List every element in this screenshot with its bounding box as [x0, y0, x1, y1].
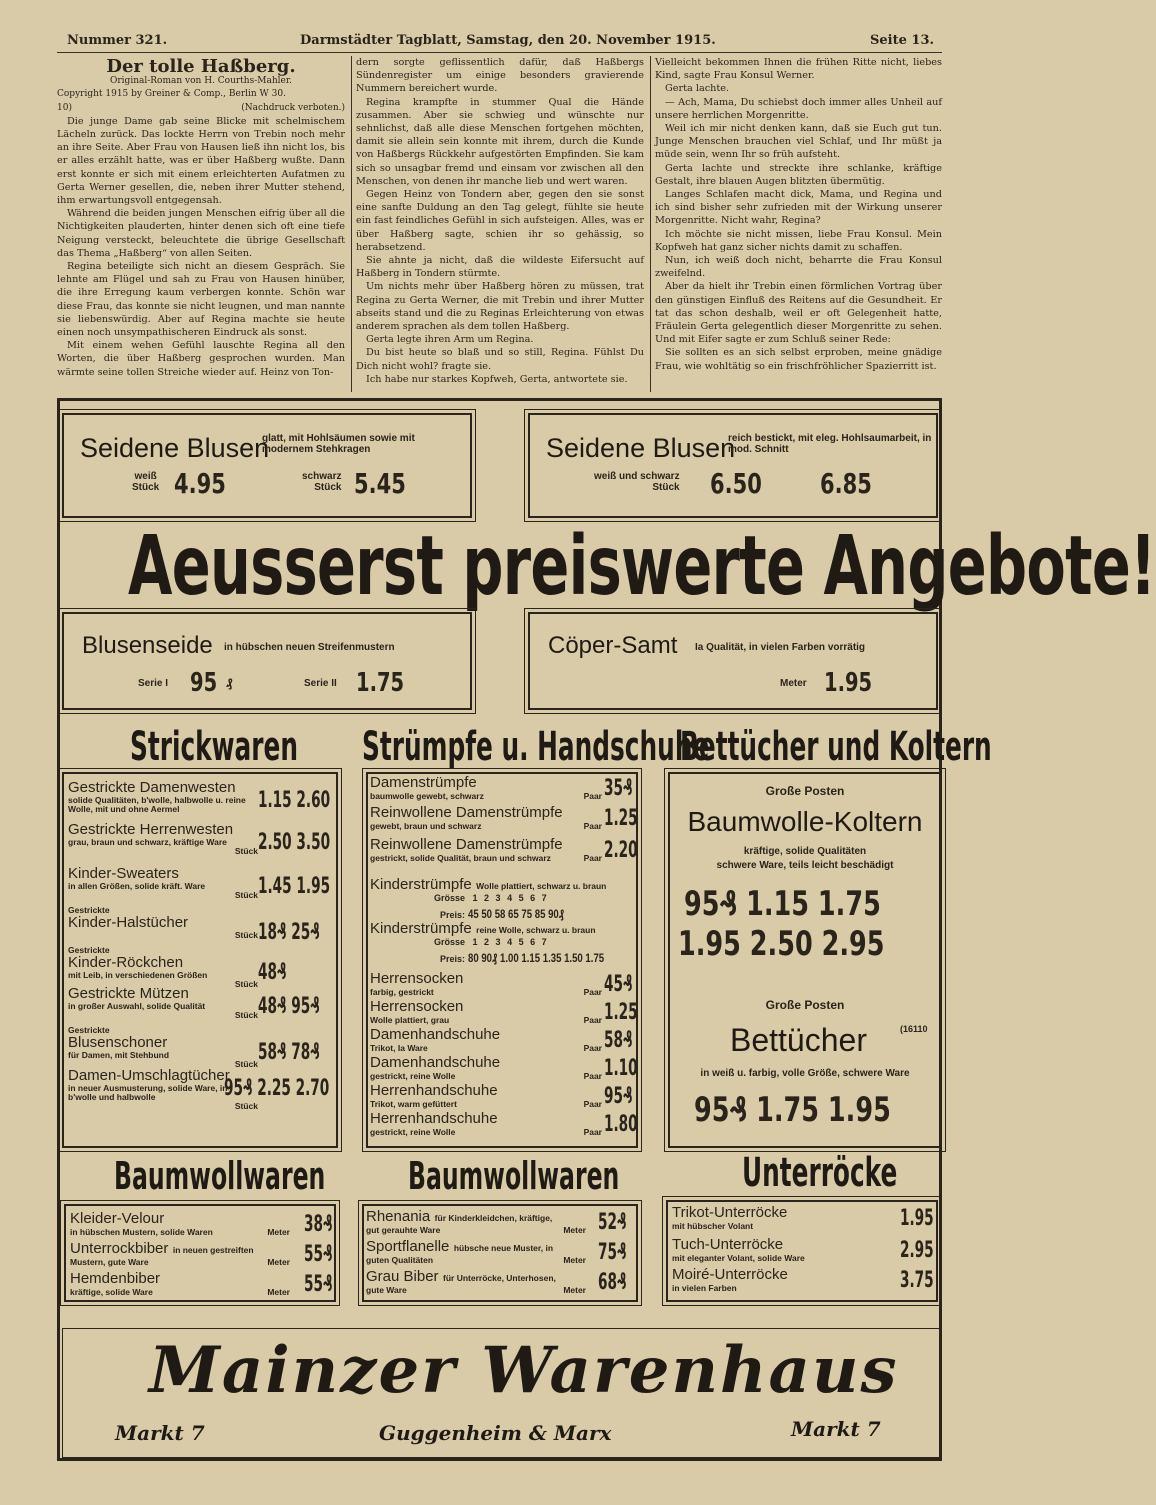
series-2-price: 1.75 [356, 668, 405, 698]
label-white: weiß Stück [132, 471, 160, 493]
paragraph: Sie ahnte ja nicht, daß die wildeste Eifersucht auf Haßberg in Tondern stürmte. [356, 255, 644, 280]
ad-description: glatt, mit Hohlsäumen sowie mit modernem Stehkragen [262, 433, 415, 455]
fabric-item: Moiré-Unterröcke in vielen Farben [672, 1266, 788, 1293]
price-row: Preis: 80 90₰ 1.00 1.15 1.35 1.50 1.75 [440, 951, 604, 965]
paragraph: Aber da hielt ihr Trebin einen förmlichen Vortrag über den günstigen Einfluß des Reitens auf die Gesundheit. Er tat das schon deshalb, weil er oft Gelegenheit hatte, Fräulein Gerta gelegentlich dieser Morgenritte zu sehen. Und mit Eifer sagte er zum Schluß seiner Rede: [655, 281, 942, 346]
item-price: 58₰ [604, 1028, 633, 1053]
item-title: Baumwolle-Koltern [687, 806, 923, 837]
price-row: 95₰ 1.75 1.95 [694, 1090, 891, 1130]
price-white: 4.95 [174, 467, 226, 500]
knitwear-item: Gestrickte Blusenschoner für Damen, mit Stehbund Stück [68, 1025, 258, 1069]
knitwear-item: Gestrickte Damenwesten solide Qualitäten, b'wolle, halbwolle u. reine Wolle, mit und ohne Aermel [68, 779, 246, 814]
series-2-label: Serie II [304, 678, 337, 689]
page-number: Seite 13. [870, 33, 935, 48]
fabric-item: Tuch-Unterröcke mit eleganter Volant, solide Ware [672, 1236, 805, 1263]
item-price: 3.75 [900, 1268, 934, 1293]
item-price: 48₰ [258, 960, 287, 985]
ad-description: reich bestickt, mit eleg. Hohlsaumarbeit, in mod. Schnitt [728, 433, 932, 455]
stocking-item: Kinderstrümpfe reine Wolle, schwarz u. braun [370, 920, 596, 937]
item-price: 1.80 [604, 1112, 638, 1137]
item-description: schwere Ware, teils leicht beschädigt [716, 860, 894, 871]
paragraph: Die junge Dame gab seine Blicke mit schelmischem Lächeln zurück. Das lockte Herrn von Trebin noch mehr an ihre Seite. Aber Frau von Hausen ließ ihn nicht los, bis er alles erzählt hatte, was er über Haßberg wußte. Dann erst konnte er sich mit einem erleichterten Aufatmen zu Gerta Werner gesellen, die, neben ihrer Mutter stehend, ihm erwartungsvoll entgegensah. [57, 115, 345, 207]
paragraph: Mit einem wehen Gefühl lauschte Regina all den Worten, die über Haßberg gesprochen wurden. Man wärmte seine tollen Streiche wieder auf. Heinz von Ton- [57, 340, 345, 378]
section-knitwear: Strickwaren [130, 724, 299, 770]
stocking-item: Damenhandschuhe gestrickt, reine Wolle Paar [370, 1054, 602, 1081]
item-price: 68₰ [598, 1270, 627, 1295]
paragraph: Gegen Heinz von Tondern aber, gegen den sie sonst eine sanfte Duldung an den Tag gelegt, fühlte sie heute ein fast feindliches Gefühl in sich aufsteigen. Alles, was er über Haßberg sagte, schien ihr so gehässig, so herabsetzend. [356, 189, 644, 253]
fabric-item: Kleider-Velour in hübschen Mustern, solide Waren Meter [70, 1210, 290, 1237]
store-name: Mainzer Warenhaus [149, 1333, 899, 1408]
paragraph: Gerta lachte und streckte ihre schlanke, kräftige Gestalt, ihre blauen Augen blitzten übermütig. [655, 162, 942, 187]
series-1-label: Serie I [138, 678, 169, 689]
issue-number: Nummer 321. [67, 33, 168, 48]
paragraph: Gerta legte ihren Arm um Regina. [366, 334, 534, 346]
item-price: 55₰ [304, 1272, 333, 1297]
fabric-item: Hemdenbiber kräftige, solide Ware Meter [70, 1270, 290, 1297]
item-title: Bettücher [730, 1022, 867, 1058]
section-sheets-blankets: Bettücher und Koltern [680, 724, 992, 770]
stocking-item: Herrensocken Wolle plattiert, grau Paar [370, 998, 602, 1025]
size-row: Grösse 1 2 3 4 5 6 7 [434, 937, 549, 947]
paragraph: Um nichts mehr über Haßberg hören zu müssen, trat Regina zu Gerta Werner, die mit Trebin und ihrer Mutter abseits stand und die zu Reginas Erleichterung von etwas anderem sprachen als dem tollen Haßberg. [356, 281, 644, 333]
blankets-box [668, 772, 942, 1148]
item-price: 48₰ 95₰ [258, 994, 320, 1019]
fabric-item: Rhenania für Kinderkleidchen, kräftige, gut gerauhte Ware Meter [366, 1208, 586, 1235]
item-price: 18₰ 25₰ [258, 920, 320, 945]
item-price: 75₰ [598, 1240, 627, 1265]
price-black: 5.45 [354, 467, 406, 500]
item-price: 1.25 [604, 1000, 638, 1025]
item-price: 1.10 [604, 1056, 638, 1081]
ad-title: Seidene Blusen [546, 433, 736, 463]
store-footer [62, 1328, 942, 1458]
item-price: 58₰ 78₰ [258, 1040, 320, 1065]
stocking-item: Herrensocken farbig, gestrickt Paar [370, 970, 602, 997]
ad-title: Cöper-Samt [548, 632, 678, 659]
paragraph: Sie sollten es an sich selbst erproben, meine gnädige Frau, wie wohltätig so ein frischfröhlicher Spazierritt ist. [655, 347, 942, 372]
item-price: 95₰ 2.25 2.70 [224, 1076, 330, 1101]
ad-blouse-silk [62, 612, 472, 710]
section-cotton-goods: Baumwollwaren [114, 1154, 326, 1198]
ad-description: in hübschen neuen Streifenmustern [224, 642, 395, 653]
ad-coeper-velvet [528, 612, 938, 710]
section-stockings-gloves: Strümpfe u. Handschuhe [362, 724, 710, 770]
paragraph: Ich habe nur starkes Kopfweh, Gerta, antwortete sie. [366, 373, 628, 385]
knitwear-item: Gestrickte Herrenwesten grau, braun und schwarz, kräftige Ware Stück [68, 821, 258, 856]
item-price: 2.95 [900, 1238, 934, 1263]
size-row: Grösse 1 2 3 4 5 6 7 [434, 893, 549, 903]
item-price: 45₰ [604, 972, 633, 997]
bulk-label: Große Posten [765, 998, 845, 1012]
ad-silk-blouses-embroidered [528, 413, 938, 518]
novel-column-2 [356, 56, 644, 392]
paragraph: Regina beteiligte sich nicht an diesem Gespräch. Sie lehnte am Flügel und sah zu Frau von Hausen hinüber, die ihre Erregung kaum verbergen konnte. Schön war diese Frau, das konnte sie nicht leugnen, und man nannte sie liebenswürdig. Aber auf Regina machte sie heute einen noch unsympathischeren Eindruck als sonst. [57, 261, 345, 339]
item-description: in weiß u. farbig, volle Größe, schwere Ware [700, 1068, 910, 1079]
bulk-label: Große Posten [765, 784, 845, 798]
knitwear-item: Kinder-Sweaters in allen Größen, solide kräft. Ware Stück [68, 865, 258, 900]
price-row: Preis: 45 50 58 65 75 85 90₰ [440, 907, 564, 921]
ad-silk-blouses-plain [62, 413, 472, 518]
item-price: 1.95 [900, 1206, 934, 1231]
paragraph: Ich möchte sie nicht missen, liebe Frau Konsul. Mein Kopfweh hat ganz sicher nichts damit zu schaffen. [655, 228, 942, 253]
column-divider [650, 56, 651, 392]
price-1: 6.50 [710, 467, 762, 500]
fabric-item: Sportflanelle hübsche neue Muster, in guten Qualitäten Meter [366, 1238, 586, 1265]
knitwear-item: Gestrickte Kinder-Halstücher Stück [68, 905, 258, 940]
price: 1.95 [824, 668, 873, 698]
price-row: 1.95 2.50 2.95 [678, 924, 885, 964]
installment-number: 10) [57, 102, 72, 113]
address-right: Markt 7 [791, 1417, 881, 1441]
paragraph: Vielleicht bekommen Ihnen die frühen Ritte nicht, liebes Kind, sagte Frau Konsul Werner. [655, 57, 942, 82]
reprint-note: (Nachdruck verboten.) [241, 102, 345, 113]
item-price: 2.50 3.50 [258, 830, 331, 855]
stocking-item: Herrenhandschuhe gestrickt, reine Wolle Paar [370, 1110, 602, 1137]
paragraph: Regina krampfte in stummer Qual die Hände zusammen. Aber sie schwieg und wünschte nur sehnlichst, daß alle diese Menschen fortgehen möchten, damit sie allein sein konnte mit ihrem, durch die Kunde von Haßbergs Rückkehr aufgestörten Empfinden. Sie kam sich so unsagbar fremd und einsam vor zwischen all den Menschen, von denen ihr manche lieb und wert waren. [356, 96, 644, 187]
stocking-item: Reinwollene Damenstrümpfe gestrickt, solide Qualität, braun und schwarz Paar [370, 836, 602, 863]
paragraph: Weil ich mir nicht denken kann, daß sie Euch gut tun. Junge Menschen brauchen viel Schlaf, und Ihr müßt ja müde sein, wenn Ihr so früh aufsteht. [655, 123, 942, 161]
item-price: 35₰ [604, 776, 633, 801]
knitwear-item: Gestrickte Kinder-Röckchen mit Leib, in verschiedenen Größen Stück [68, 945, 258, 989]
paragraph: Du bist heute so blaß und so still, Regina. Fühlst Du Dich nicht wohl? fragte sie. [356, 347, 644, 372]
label-black: schwarz Stück [302, 471, 342, 493]
ad-title: Seidene Blusen [80, 433, 270, 463]
item-price: 55₰ [304, 1242, 333, 1267]
paragraph: Gerta lachte. [665, 83, 730, 95]
item-price: 95₰ [604, 1084, 633, 1109]
paragraph: Langes Schlafen macht dick, Mama, und Regina und ich sind bisher sehr zufrieden mit der Wirkung unserer Morgenritte. Nicht wahr, Regina? [655, 189, 942, 227]
label-white-black: weiß und schwarz Stück [594, 471, 680, 493]
stocking-item: Damenhandschuhe Trikot, Ia Ware Paar [370, 1026, 602, 1053]
item-price: 1.15 2.60 [258, 788, 331, 813]
item-price: 52₰ [598, 1210, 627, 1235]
paragraph: Während die beiden jungen Menschen eifrig über all die Nichtigkeiten plauderten, hinter denen sich oft eine tiefe Neigung versteckt, beleuchtete die übrige Gesellschaft das Thema „Haßberg“ von allen Seiten. [57, 208, 345, 259]
stocking-item: Reinwollene Damenstrümpfe gewebt, braun und schwarz Paar [370, 804, 602, 831]
paragraph: Nun, ich weiß doch nicht, beharrte die Frau Konsul zweifelnd. [655, 255, 942, 280]
fabric-item: Trikot-Unterröcke mit hübscher Volant [672, 1204, 788, 1231]
masthead-line: Darmstädter Tagblatt, Samstag, den 20. November 1915. [300, 33, 716, 48]
header-rule [57, 52, 942, 53]
novel-column-1 [57, 56, 345, 392]
ad-headline: Aeusserst preiswerte Angebote! [128, 519, 1156, 614]
fabric-item: Unterrockbiber in neuen gestreiften Mustern, gute Ware Meter [70, 1240, 290, 1267]
column-divider [351, 56, 352, 392]
novel-byline: Original-Roman von H. Courths-Mahler. [110, 76, 292, 87]
item-price: 1.25 [604, 806, 638, 831]
stocking-item: Herrenhandschuhe Trikot, warm gefüttert Paar [370, 1082, 602, 1109]
paragraph: dern sorgte geflissentlich dafür, daß Haßbergs Sündenregister um einige besonders gravierende Nummern bereichert wurde. [356, 57, 644, 95]
pfennig-sign: ₰ [226, 676, 233, 690]
ad-title: Blusenseide [82, 632, 213, 659]
section-cotton-goods: Baumwollwaren [408, 1154, 620, 1198]
item-price: 38₰ [304, 1212, 333, 1237]
section-petticoats: Unterröcke [742, 1150, 898, 1196]
paragraph: — Ach, Mama, Du schiebst doch immer alles Unheil auf unsere herrlichen Morgenritte. [655, 96, 942, 121]
price-row: 95₰ 1.15 1.75 [684, 884, 881, 924]
novel-column-3 [655, 56, 942, 392]
novel-title: Der tolle Haßberg. [106, 56, 296, 77]
fabric-item: Grau Biber für Unterröcke, Unterhosen, gute Ware Meter [366, 1268, 586, 1295]
price-2: 6.85 [820, 467, 872, 500]
knitwear-item: Gestrickte Mützen in großer Auswahl, solide Qualität Stück [68, 985, 258, 1020]
novel-copyright: Copyright 1915 by Greiner & Comp., Berlin W 30. [57, 89, 286, 100]
owners: Guggenheim & Marx [379, 1421, 612, 1445]
unit-label: Meter [780, 678, 807, 689]
series-1-price: 95 [190, 668, 218, 698]
knitwear-item: Damen-Umschlagtücher in neuer Ausmusterung, solide Ware, in b'wolle und halbwolle Stück [68, 1067, 258, 1111]
stocking-item: Damenstrümpfe baumwolle gewebt, schwarz Paar [370, 774, 602, 801]
item-price: 1.45 1.95 [258, 874, 331, 899]
item-price: 2.20 [604, 838, 638, 863]
ad-description: Ia Qualität, in vielen Farben vorrätig [695, 642, 866, 653]
address-left: Markt 7 [115, 1421, 205, 1445]
ad-code: (16110 [900, 1024, 928, 1034]
stocking-item: Kinderstrümpfe Wolle plattiert, schwarz u. braun [370, 876, 607, 893]
item-description: kräftige, solide Qualitäten [743, 846, 867, 857]
